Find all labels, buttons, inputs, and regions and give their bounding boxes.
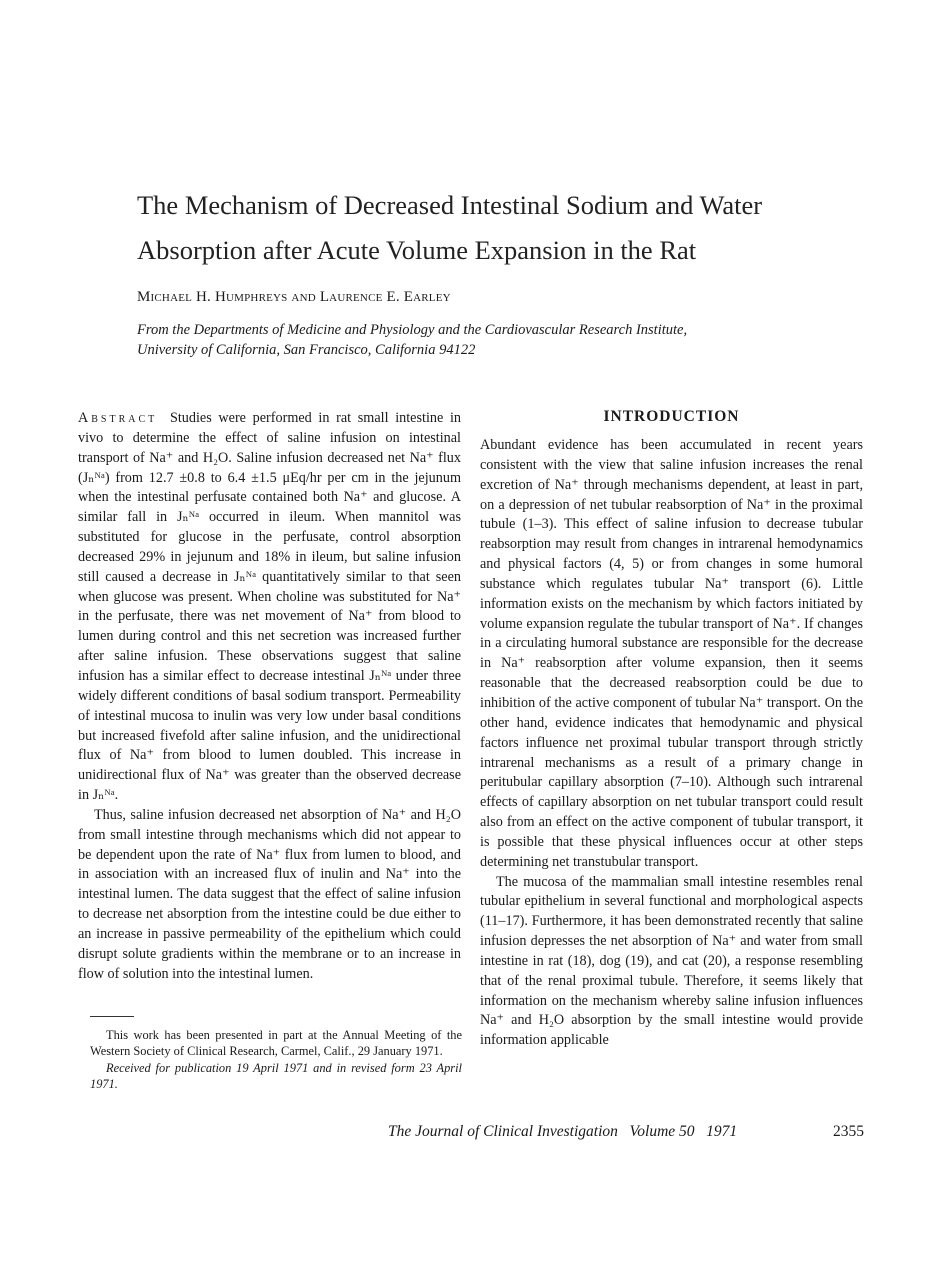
section-heading-introduction: INTRODUCTION <box>603 408 740 425</box>
footnote-divider <box>90 1016 134 1017</box>
footnote-presented: This work has been presented in part at the Annual Meeting of the Western Society of Clinical Research, Carmel, Calif., 29 January 1971. <box>90 1028 462 1058</box>
article-title: The Mechanism of Decreased Intestinal Sodium and Water Absorption after Acute Volume Expansion in the Rat <box>137 190 763 265</box>
affiliation: From the Departments of Medicine and Physiology and the Cardiovascular Research Institute, University of California, San Francisco, California 94122 <box>137 322 688 358</box>
right-column <box>480 406 863 1051</box>
abstract-paragraph <box>78 409 461 806</box>
footnotes <box>90 1028 462 1092</box>
intro-paragraph-2: The mucosa of the mammalian small intestine resembles renal tubular epithelium in several functional and morphological aspects (11–17). Furthermore, it has been demonstrated recently that saline infusion depresses the net absorption of Na⁺ and water from small intestine in rat (18), dog (19), and cat (20), a response resembling that of the renal proximal tubule. Therefore, it seems likely that information on the mechanism whereby saline infusion influences Na⁺ and H₂O absorption by the small intestine would provide information applicable <box>480 873 863 1049</box>
abstract-text-1: Studies were performed in rat small intestine in vivo to determine the effect of saline infusion on intestinal transport of Na⁺ and H₂O. Saline infusion decreased net Na⁺ flux (Jₙᴺᵃ) from 12.7 ±0.8 to 6.4 ±1.5 μEq/hr per cm in the jejunum when the intestinal perfusate contained both Na⁺ and glucose. A similar fall in Jₙᴺᵃ occurred in ileum. When mannitol was substituted for glucose in the perfusate, control absorption decreased 29% in jejunum and 18% in ileum, but saline infusion still caused a decrease in Jₙᴺᵃ quantitatively similar to that seen when glucose was present. When choline was substituted for Na⁺ in the perfusate, there was net movement of Na⁺ from blood to lumen during control and this net secretion was increased further after saline infusion. These observations suggest that saline infusion has a similar effect to decrease intestinal Jₙᴺᵃ under three widely different conditions of basal sodium transport. Permeability of intestinal mucosa to inulin was very low under basal conditions but increased fivefold after saline infusion, and the unidirectional flux of Na⁺ from blood to lumen doubled. This increase in unidirectional flux of Na⁺ was greater than the observed decrease in Jₙᴺᵃ. <box>78 410 461 804</box>
journal-citation: The Journal of Clinical Investigation Volume 50 1971 <box>388 1123 738 1140</box>
intro-paragraph-1: Abundant evidence has been accumulated in recent years consistent with the view that saline infusion increases the renal excretion of Na⁺ through mechanisms dependent, at least in part, on a depression of net tubular reabsorption of Na⁺ in the proximal tubule (1–3). This effect of saline infusion to decrease tubular reabsorption may result from changes in intrarenal hemodynamics and physical factors (4, 5) or from changes in some humoral substance which regulates tubular Na⁺ transport (6). Little information exists on the mechanism by which factors initiated by volume expansion regulate the tubular transport of Na⁺. If changes in a circulating humoral substance are responsible for the decrease in Na⁺ reabsorption after volume expansion, then it seems reasonable that the decreased reabsorption could be due to inhibition of the active component of tubular Na⁺ transport. On the other hand, evidence indicates that hemodynamic and physical factors influence net proximal tubular transport through strictly intrarenal mechanisms as a result of a primary change in peritubular capillary absorption (7–10). Although such intrarenal effects of capillary absorption on net tubular transport could result also from an effect on the active component of tubular transport, it is possible that these physical influences occur at other steps determining net transtubular transport. <box>480 437 863 870</box>
authors-text: Michael H. Humphreys and Laurence E. Earley <box>137 289 451 305</box>
left-column <box>78 409 461 984</box>
footnote-received: Received for publication 19 April 1971 and in revised form 23 April 1971. <box>90 1061 462 1091</box>
page-number: 2355 <box>833 1123 864 1140</box>
running-footer <box>388 1123 864 1141</box>
abstract-paragraph-2: Thus, saline infusion decreased net absorption of Na⁺ and H₂O from small intestine through mechanisms which did not appear to be dependent upon the rate of Na⁺ flux from lumen to blood, and in association with an increased flux of inulin and Na⁺ into the intestinal lumen. The data suggest that the effect of saline infusion to decrease net absorption from the intestine could be due either to an increase in passive permeability of the epithelium which could disrupt solute gradients within the membrane or to an increase in flow of solution into the intestinal lumen. <box>78 806 461 982</box>
abstract-label: Abstract <box>78 410 158 426</box>
author-line <box>137 289 451 306</box>
